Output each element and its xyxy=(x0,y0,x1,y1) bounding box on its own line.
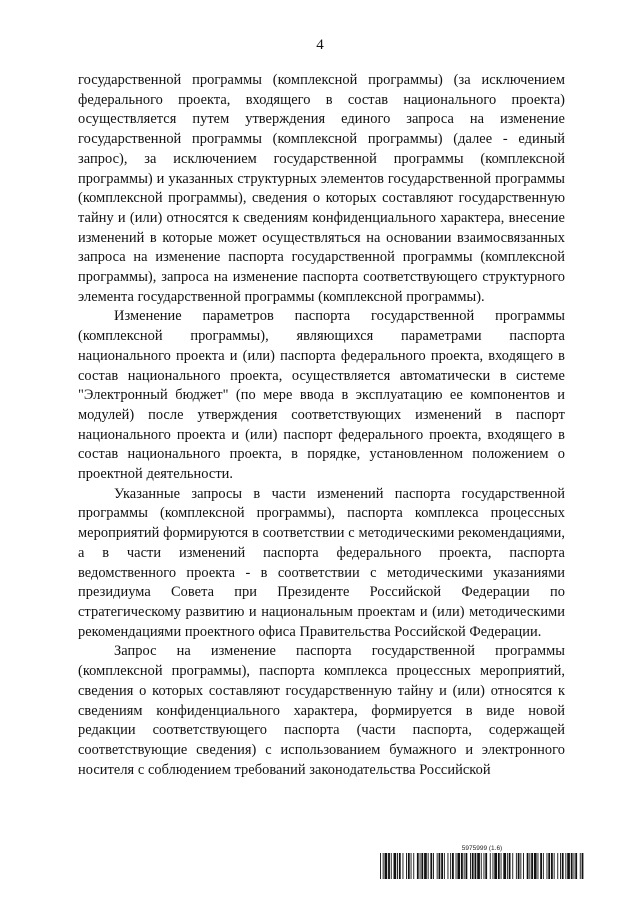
paragraph: Изменение параметров паспорта государственной программы (комплексной программы), являющихся параметрами паспорта национального проекта и (или) паспорта федерального проекта, входящего в состав национального проекта, осуществляется автоматически в системе "Электронный бюджет" (по мере ввода в эксплуатацию ее компонентов и модулей) после утверждения соответствующих изменений в паспорт национального проекта и (или) паспорт федерального проекта, входящего в состав национального проекта, в порядке, установленном положением о проектной деятельности. xyxy=(78,308,565,483)
barcode-icon xyxy=(380,853,584,879)
document-code: 5975999 (1.6) xyxy=(461,845,503,852)
document-body xyxy=(78,71,565,780)
paragraph-continuation: государственной программы (комплексной программы) (за исключением федерального проекта, входящего в состав национального проекта) осуществляется путем утверждения единого запроса на изменение государственной программы (комплексной программы) (далее - единый запрос), за исключением государственной программы (комплексной программы) и указанных структурных элементов государственной программы (комплексной программы), сведения о которых составляют государственную тайну и (или) относятся к сведениям конфиденциального характера, внесение изменений в которые может осуществляться на основании взаимосвязанных запроса на изменение паспорта государственной программы (комплексной программы), запроса на изменение паспорта соответствующего структурного элемента государственной программы (комплексной программы). xyxy=(78,72,565,305)
document-footer xyxy=(380,845,584,879)
paragraph: Запрос на изменение паспорта государственной программы (комплексной программы), паспорта комплекса процессных мероприятий, сведения о которых составляют государственную тайну и (или) относятся к сведениям конфиденциального характера, формируется в виде новой редакции соответствующего паспорта (части паспорта, содержащей соответствующие сведения) с использованием бумажного и электронного носителя с соблюдением требований законодательства Российской xyxy=(78,643,565,778)
paragraph: Указанные запросы в части изменений паспорта государственной программы (комплексной программы), паспорта комплекса процессных мероприятий формируются в соответствии с методическими рекомендациями, а в части изменений паспорта федерального проекта, паспорта ведомственного проекта - в соответствии с методическими указаниями президиума Совета при Президенте Российской Федерации по стратегическому развитию и национальным проектам и (или) методическими рекомендациями проектного офиса Правительства Российской Федерации. xyxy=(78,485,565,640)
page-number: 4 xyxy=(316,37,324,53)
